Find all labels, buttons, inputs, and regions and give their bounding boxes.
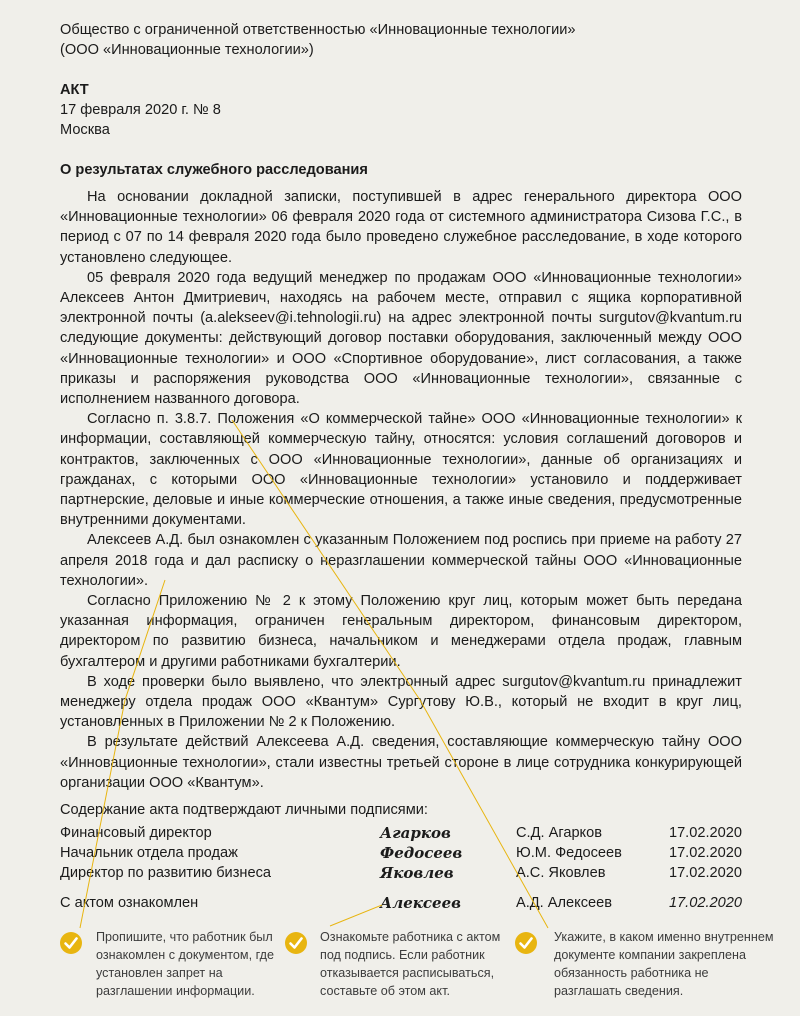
handwritten-signature: Алексеев: [380, 894, 461, 912]
confirm-text: Содержание акта подтверждают личными подписями:: [60, 802, 428, 818]
paragraph: Алексеев А.Д. был ознакомлен с указанным Положением под роспись при приеме на работу 27 апреля 2018 года и дал расписку о неразглашении коммерческой тайны ООО «Инновационные технологии».: [60, 532, 742, 589]
signature-row: [60, 863, 742, 883]
signature-row: [60, 843, 742, 863]
act-header: [60, 80, 221, 140]
signer-name: А.С. Яковлев: [516, 865, 606, 881]
act-subject: О результатах служебного расследования: [60, 162, 368, 178]
act-city: Москва: [60, 122, 110, 138]
paragraph: В ходе проверки было выявлено, что электронный адрес surgutov@kvantum.ru принадлежит менеджеру отдела продаж ООО «Квантум» Сургутову Ю.В., который не входит в круг лиц, установленных в Приложении № 2 к Положению.: [60, 673, 742, 731]
note-text: Укажите, в каком именно внутреннем документе компании закреплена обязанность работника не разглашать сведения.: [554, 930, 774, 998]
signer-position: С актом ознакомлен: [60, 895, 199, 911]
check-icon: [515, 932, 537, 954]
organization-header: [60, 20, 576, 60]
handwritten-signature: Агарков: [380, 824, 451, 842]
handwritten-signature: Федосеев: [380, 844, 463, 862]
signature-date: 17.02.2020: [668, 825, 742, 841]
paragraph: 05 февраля 2020 года ведущий менеджер по продажам ООО «Инновационные технологии» Алексеев Антон Дмитриевич, находясь на рабочем месте, отправил с ящика корпоративной электронной почты (a.alekseev@i.tehnologii.ru) на адрес электронной почты surgutov@kvantum.ru следующие документы: действующий договор поставки оборудования, заключенный между ООО «Инновационные технологии» и ООО «Спортивное оборудование», лист согласования, а также приказы и распоряжения руководства ООО «Инновационные технологии», связанные с исполнением названного договора.: [60, 269, 742, 408]
signature-date: 17.02.2020: [668, 895, 742, 911]
organization-short-name: (ООО «Инновационные технологии»): [60, 42, 314, 58]
signature-date: 17.02.2020: [668, 865, 742, 881]
organization-name: Общество с ограниченной ответственностью «Инновационные технологии»: [60, 22, 576, 38]
check-icon: [60, 932, 82, 954]
signer-name: Ю.М. Федосеев: [516, 845, 622, 861]
paragraph: На основании докладной записки, поступившей в адрес генерального директора ООО «Инновационные технологии» 06 февраля 2020 года от системного администратора Сизова Г.С., в период с 07 по 14 февраля 2020 года было проведено служебное расследование, в ходе которого установлено следующее.: [60, 189, 742, 266]
note-text: Ознакомьте работника с актом под подпись. Если работник отказывается расписываться, составьте об этом акт.: [320, 930, 501, 998]
signer-name: С.Д. Агарков: [516, 825, 602, 841]
check-icon: [285, 932, 307, 954]
signer-position: Директор по развитию бизнеса: [60, 865, 271, 881]
signer-name: А.Д. Алексеев: [516, 895, 612, 911]
paragraph: В результате действий Алексеева А.Д. сведения, составляющие коммерческую тайну ООО «Инновационные технологии», стали известны третьей стороне в лице сотрудника конкурирующей организации ООО «Квантум».: [60, 734, 742, 791]
paragraph: Согласно Приложению № 2 к этому Положению круг лиц, которым может быть передана указанная информация, ограничен генеральным директором, финансовым директором, директором по развитию бизнеса, начальником и менеджерами отдела продаж, главным бухгалтером и другими работниками бухгалтерии.: [60, 593, 742, 670]
signature-date: 17.02.2020: [668, 845, 742, 861]
signature-row: [60, 823, 742, 843]
signer-position: Начальник отдела продаж: [60, 845, 238, 861]
signer-position: Финансовый директор: [60, 825, 212, 841]
act-body: [60, 187, 742, 793]
act-title: АКТ: [60, 82, 89, 98]
paragraph: Согласно п. 3.8.7. Положения «О коммерческой тайне» ООО «Инновационные технологии» к информации, составляющей коммерческую тайну, относятся: условия соглашений договоров и контрактов, заключенных с ООО «Инновационные технологии», данные об организациях и гражданах, с которыми ООО «Инновационные технологии» установило и поддерживает партнерские, деловые и иные коммерческие отношения, а также иные сведения, предусмотренные внутренними документами.: [60, 411, 742, 529]
signature-row-acknowledged: [60, 893, 742, 913]
note-text: Пропишите, что работник был ознакомлен с документом, где установлен запрет на разглашении информации.: [96, 930, 274, 998]
act-date-number: 17 февраля 2020 г. № 8: [60, 102, 221, 118]
handwritten-signature: Яковлев: [380, 864, 454, 882]
